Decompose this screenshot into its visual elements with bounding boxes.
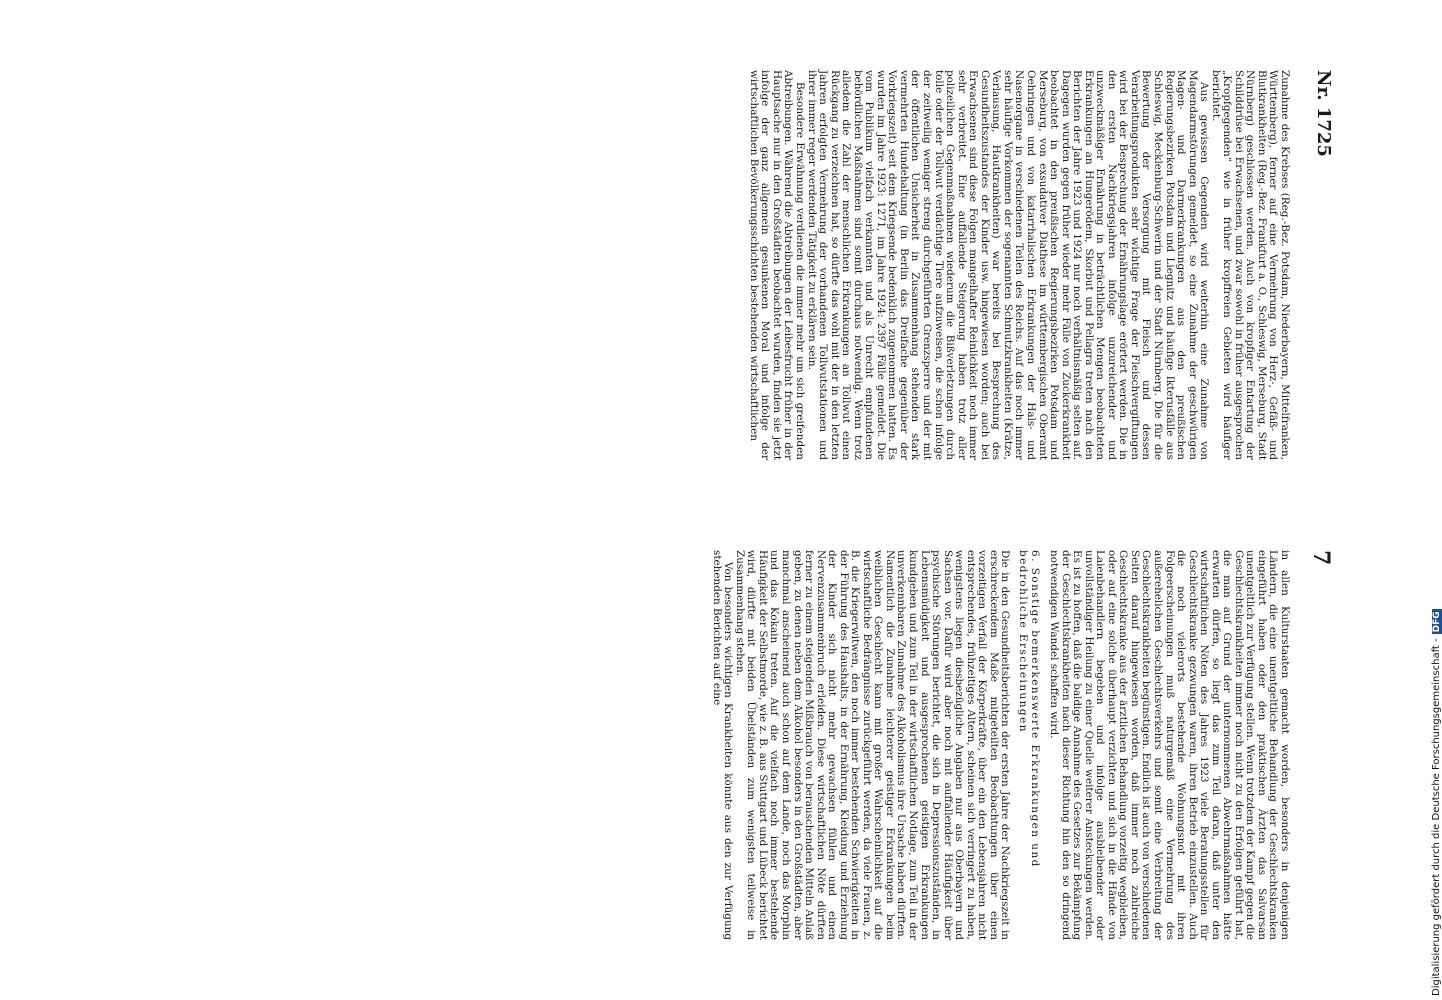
credit-text: Digitalisierung gefördert durch die Deutsche Forschungsgemeinschaft - bbox=[1431, 638, 1442, 996]
rotated-text-block bbox=[90, 60, 1334, 940]
paragraph: Die in den Gesundheitsberichten der ersten Jahre der Nachkriegszeit in erschreckendem Maße mitgeteilten Beobachtungen über einen vorzeitigen Verfall der Körperkräfte, über ein den Lebensjahren nicht entsprechendes, frühzeitiges Altern, scheinen sich verringert zu haben, wenigstens liegen diesbezügliche Angaben nur aus Oberbayern und Sachsen vor. Dafür wird aber noch mit auffallender Häufigkeit über psychische Störungen berichtet, die sich in Depressionszuständen, in Lebensmüdigkeit und ausgesprochenen geistigen Erkrankungen kundgeben und zum Teil in der wirtschaftlichen Notlage, zum Teil in der unverkennbaren Zunahme des Alkoholismus ihre Ursache haben dürften. Namentlich die Zunahme leichterer geistiger Erkrankungen beim weiblichen Geschlecht kann mit großer Wahrscheinlichkeit auf die wirtschaftliche Bedrängnisse zurückgeführt werden, da viele Frauen, z. B. die Kriegerwitwen, den noch immer bestehenden Schwierigkeiten in der Führung des Haushalts, in der Ernährung, Kleidung und Erziehung der Kinder sich nicht mehr gewachsen fühlen und einen Nervenzusammenbruch erleiden. Diese wirtschaftlichen Nöte dürften ferner zu einem steigenden Mißbrauch von berauschenden Mitteln Anlaß geben, zu denen neben dem Alkohol besonders in den Großstädten, aber manchmal anscheinend auch schon auf dem Lande, noch das Morphin und das Kokain treten. Auf die vielfach noch immer bestehende Häufigkeit der Selbstmorde, wie z. B. aus Stuttgart und Lübeck berichtet wird, dürfte mit beiden Übelständen zum wenigsten teilweise in Zusammenhang stehen. bbox=[733, 550, 1012, 940]
paragraph: Aus gewissen Gegenden wird weiterhin eine Zunahme von Magendarmstörungen gemeldet, so eine Zunahme der geschwürigen Magen- und Darmerkrankungen aus den preußischen Regierungsbezirken Potsdam und Liegnitz und häufige Ikterusfälle aus Schleswig, Mecklenburg-Schwerin und der Stadt Nürnberg. Die für die Bewertung der Versorgung mit Fleisch und dessen Verarbeitungsprodukten sehr wichtige Frage der Fleischvergiftungen wird bei der Besprechung der Ernährungslage erörtert werden. Die in den ersten Nachkriegsjahren infolge unzureichender und unzweckmäßiger Ernährung in beträchtlichen Mengen beobachteten Erkrankungen an Hungerödem, Skorbut und Pellagra treten nach den Berichten der Jahre 1923 und 1924 nur noch verhältnismäßig selten auf. Dagegen wurden gegen früher wieder mehr Fälle von Zuckerkrankheit beobachtet in den preußischen Regierungsbezirken Potsdam und Merseburg, von exsudativer Diathese im württembergischen Oberamt Oehringen und von katarrhalischen Erkrankungen der Hals- und Nasenorgane in verschiedenen Teilen des Reichs. Auf das noch immer sehr häufige Vorkommen der sogenannten Schmutzkrankheiten (Krätze, Verlausung, Hautkrankheiten) war bereits bei Besprechung des Gesundheitszustandes der Kinder usw. hingewiesen worden; auch bei Erwachsenen sind diese Folgen mangelhafter Reinlichkeit noch immer sehr verbreitet. Eine auffallende Steigerung haben trotz aller polizeilichen Gegenmaßnahmen wiederum die Bißverletzungen durch tolle oder der Tollwut verdächtige Tiere aufzuweisen, die schon infolge der zeitweilig weniger streng durchgeführten Grenzsperre und der mit der öffentlichen Unsicherheit in Zusammenhang stehenden stark vermehrten Hundehaltung (in Berlin das Dreifache gegenüber der Vorkriegszeit) seit dem Kriegsende bedenklich zugenommen hatten. Es wurden im Jahre 1923: 1271, im Jahre 1924: 2397 Fälle gemeldet. Die vom Publikum vielfach verkannten und als Unrecht empfundenen behördlichen Maßnahmen sind somit durchaus notwendig. Wenn trotz alledem die Zahl der menschlichen Erkrankungen an Tollwut einen Rückgang zu verzeichnen hat, so dürfte das wohl mit der in den letzten Jahren erfolgten Vermehrung der vorhandenen Tollwutstationen und ihrer immer reger werdenden Tätigkeit zu erklären sein. bbox=[805, 70, 1211, 460]
right-column bbox=[130, 70, 1290, 460]
digitization-credit bbox=[1431, 16, 1442, 996]
document-number: Nr. 1725 bbox=[1313, 70, 1334, 157]
section-heading: 6. Sonstige bemerkenswerte Erkrankungen und bedrohliche Erscheinungen bbox=[1016, 550, 1041, 868]
paragraph: Von besonders wichtigen Krankheiten könnte aus den zur Verfügung stehenden Berichten auf eine bbox=[710, 550, 735, 940]
paragraph: in allen Kulturstaaten gemacht worden, besonders in denjenigen Ländern, die eine unentgeltliche Behandlung der Geschlechtskranken eingeführt haben oder den praktischen Ärzten das Salvarsan unentgeltlich zur Verfügung stellen. Wenn trotzdem der Kampf gegen die Geschlechtskrankheiten immer noch nicht zu den Erfolgen geführt hat, die man auf Grund der unternommenen Abwehrmaßnahmen hätte erwarten dürfen, so liegt das zum Teil daran, daß unter den wirtschaftlichen Nöten des Jahres 1923 viele Beratungsstellen für Geschlechtskranke gezwungen waren, ihren Betrieb einzustellen. Auch die noch vielerorts bestehende Wohnungsnot mit ihren Folgeerscheinungen muß naturgemäß eine Vermehrung des außerehelichen Geschlechtsverkehrs und somit eine Verbreitung der Geschlechtskrankheiten begünstigen. Endlich ist auch von verschiedenen Seiten darauf hingewiesen worden, daß immer noch zahlreiche Geschlechtskranke aus der ärztlichen Behandlung vorzeitig wegbleiben, oder auf eine solche überhaupt verzichten und sich in die Hände von Laienbehandlern begeben und infolge ausbleibender oder unvollständiger Heilung zu einer Quelle weiterer Ansteckungen werden. Es ist zu hoffen, daß die baldige Annahme des Gesetzes zur Bekämpfung der Geschlechtskrankheiten nach dieser Richtung hin den so dringend notwendigen Wandel schaffen wird. bbox=[1048, 550, 1291, 940]
left-column bbox=[130, 550, 1290, 940]
dfg-logo: DFG bbox=[1432, 611, 1442, 633]
paragraph: Zunahme des Krebses (Reg.-Bez. Potsdam, Niederbayern, Mittelfranken, Württemberg), ferner auf eine Vermehrung von Herz-, Gefäß- und Blutkrankheiten (Reg.-Bez. Frankfurt a. O., Schleswig, Merseburg, Stadt Nürnberg) geschlossen werden. Auch von kropfiger Entartung der Schilddrüse bei Erwachsenen, und zwar sowohl in früher ausgesprochen „Kropfgegenden“ wie in früher kropffreien Gebieten wird häufiger berichtet. bbox=[1209, 70, 1291, 460]
page-number: 7 bbox=[1308, 550, 1334, 566]
paragraph: Besondere Erwähnung verdienen die immer mehr um sich greifenden Abtreibungen. Während die Abtreibungen der Leibesfrucht früher in der Hauptsache nur in den Großstädten beobachtet wurden, finden sie jetzt infolge der ganz allgemein gesunkenen Moral und infolge der wirtschaftlichen Bevölkerungsschichten bestehenden wirtschaftlichen bbox=[747, 70, 807, 460]
